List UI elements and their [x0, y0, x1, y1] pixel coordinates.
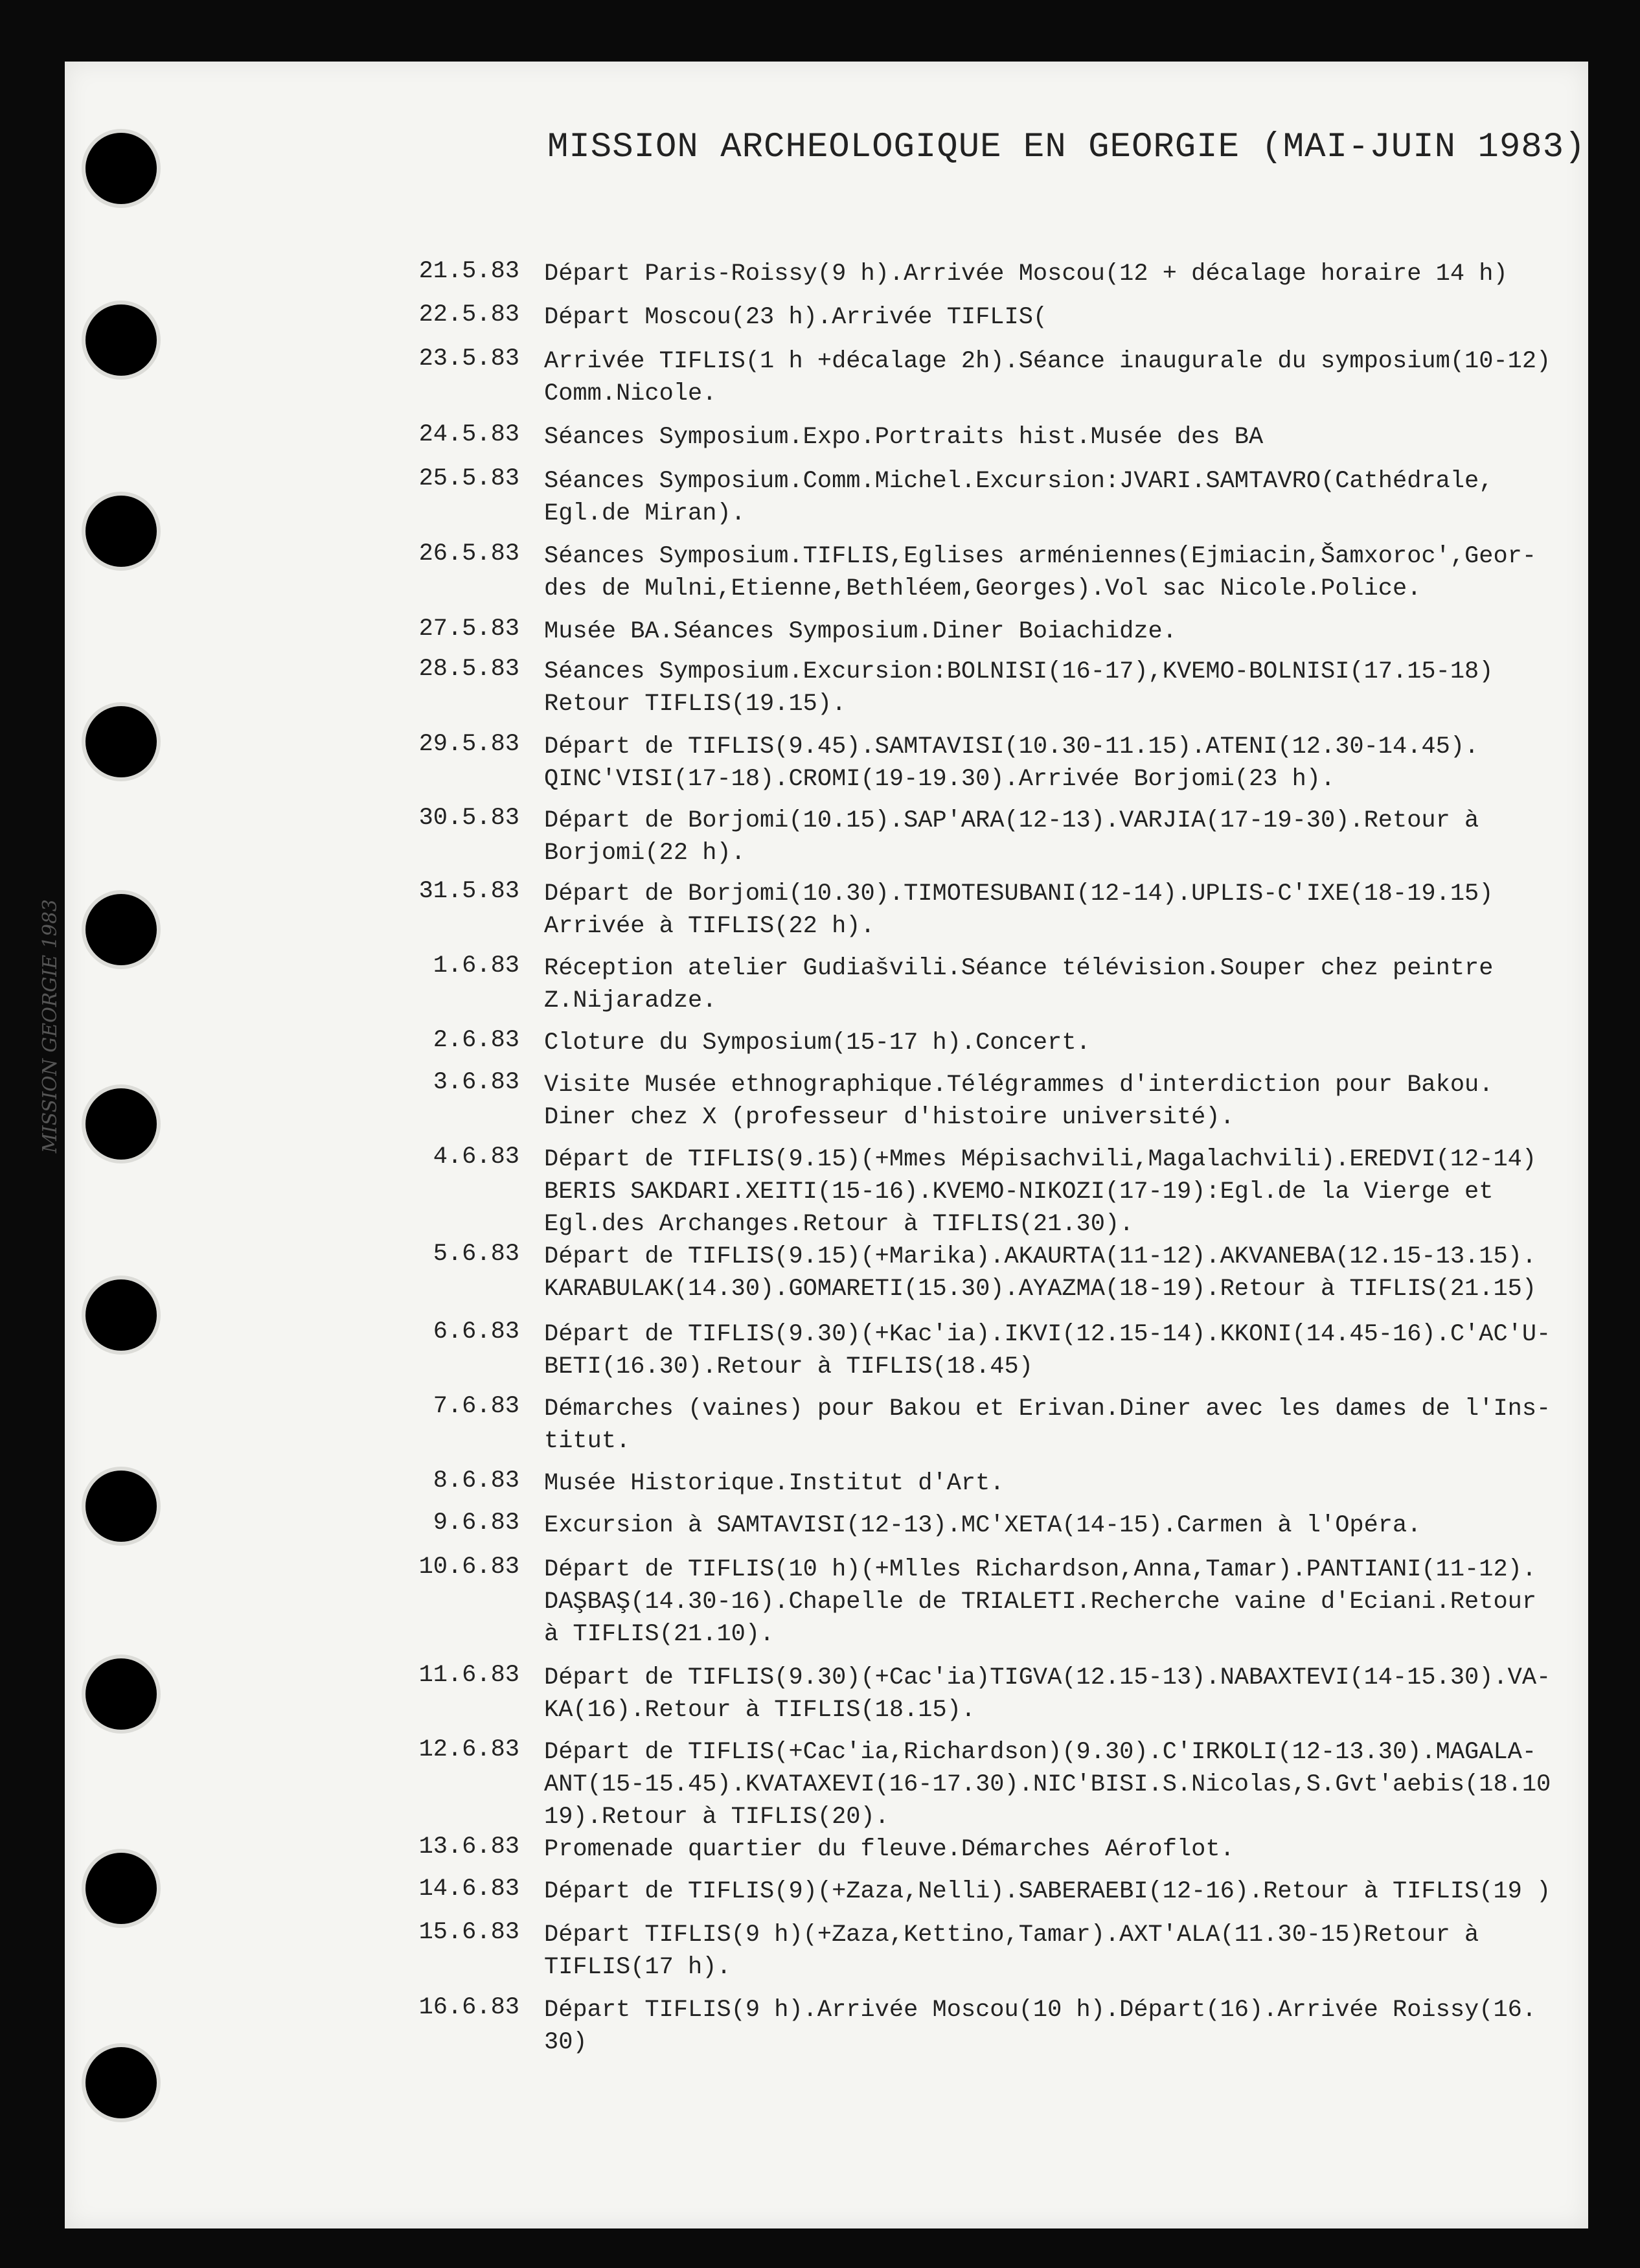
- entry-date: 10.6.83: [418, 1553, 519, 1581]
- entry-date: 14.6.83: [418, 1875, 519, 1903]
- entry-date: 25.5.83: [418, 465, 519, 492]
- entry-text: Départ TIFLIS(9 h)(+Zaza,Kettino,Tamar).AXT'ALA(11.30-15)Retour à TIFLIS(17 h).: [544, 1921, 1479, 1981]
- entry-date: 12.6.83: [418, 1736, 519, 1763]
- entry-date: 23.5.83: [418, 345, 519, 372]
- entry-date: 2.6.83: [433, 1027, 519, 1054]
- entry-date: 30.5.83: [418, 805, 519, 832]
- entry-text: Musée BA.Séances Symposium.Diner Boiachidze.: [544, 618, 1177, 645]
- entry-text: Réception atelier Gudiašvili.Séance télévision.Souper chez peintre Z.Nijaradze.: [544, 955, 1494, 1014]
- entry-text: Départ de TIFLIS(9.30)(+Cac'ia)TIGVA(12.15-13).NABAXTEVI(14-15.30).VA- KA(16).Retour à TIFLIS(18.15).: [544, 1664, 1551, 1724]
- binder-hole: [85, 2047, 157, 2118]
- entry-date: 24.5.83: [418, 421, 519, 448]
- binder-hole: [85, 1088, 157, 1160]
- margin-note: MISSION GEORGIE 1983: [39, 899, 62, 1153]
- entry-text: Démarches (vaines) pour Bakou et Erivan.Diner avec les dames de l'Ins- titut.: [544, 1395, 1551, 1455]
- entry-text: Départ de TIFLIS(10 h)(+Mlles Richardson,Anna,Tamar).PANTIANI(11-12). DAŞBAŞ(14.30-16).Chapelle de TRIALETI.Recherche vaine d'Eciani.Retour à TIFLIS(21.10).: [544, 1556, 1537, 1648]
- entry-date: 5.6.83: [433, 1241, 519, 1268]
- entry-text: Départ de TIFLIS(+Cac'ia,Richardson)(9.30).C'IRKOLI(12-13.30).MAGALA- ANT(15-15.45).KVATAXEVI(16-17.30).NIC'BISI.S.Nicolas,S.Gvt'aebis(18.10 19).Retour à TIFLIS(20).: [544, 1739, 1551, 1831]
- entry-date: 21.5.83: [418, 258, 519, 285]
- entry-date: 6.6.83: [433, 1318, 519, 1346]
- entry-text: Départ de TIFLIS(9.30)(+Kac'ia).IKVI(12.15-14).KKONI(14.45-16).C'AC'U- BETI(16.30).Retour à TIFLIS(18.45): [544, 1321, 1551, 1380]
- entry-text: Promenade quartier du fleuve.Démarches Aéroflot.: [544, 1836, 1235, 1863]
- entry-date: 31.5.83: [418, 878, 519, 905]
- entry-text: Séances Symposium.Expo.Portraits hist.Musée des BA: [544, 424, 1264, 451]
- entry-text: Cloture du Symposium(15-17 h).Concert.: [544, 1029, 1091, 1057]
- binder-hole: [85, 304, 157, 376]
- entry-date: 8.6.83: [433, 1467, 519, 1495]
- binder-hole: [85, 1471, 157, 1542]
- entry-text: Séances Symposium.Excursion:BOLNISI(16-17),KVEMO-BOLNISI(17.15-18) Retour TIFLIS(19.15).: [544, 658, 1494, 718]
- entry-text: Départ Paris-Roissy(9 h).Arrivée Moscou(12 + décalage horaire 14 h): [544, 260, 1508, 288]
- entry-text: Départ de TIFLIS(9)(+Zaza,Nelli).SABERAEBI(12-16).Retour à TIFLIS(19 ): [544, 1878, 1551, 1905]
- binder-hole: [85, 1279, 157, 1351]
- binder-hole: [85, 496, 157, 567]
- entry-text: Excursion à SAMTAVISI(12-13).MC'XETA(14-15).Carmen à l'Opéra.: [544, 1512, 1422, 1539]
- entry-text: Séances Symposium.Comm.Michel.Excursion:JVARI.SAMTAVRO(Cathédrale, Egl.de Miran).: [544, 468, 1494, 527]
- entry-text: Départ de TIFLIS(9.15)(+Marika).AKAURTA(11-12).AKVANEBA(12.15-13.15). KARABULAK(14.30).GOMARETI(15.30).AYAZMA(18-19).Retour à TIFLIS(21.15): [544, 1243, 1537, 1303]
- entry-text: Séances Symposium.TIFLIS,Eglises arméniennes(Ejmiacin,Šamxoroc',Geor- des de Mulni,Etienne,Bethléem,Georges).Vol sac Nicole.Police.: [544, 543, 1537, 602]
- entry-text: Départ de Borjomi(10.30).TIMOTESUBANI(12-14).UPLIS-C'IXE(18-19.15) Arrivée à TIFLIS(22 h).: [544, 880, 1494, 940]
- entry-date: 11.6.83: [418, 1662, 519, 1689]
- entry-text: Départ de Borjomi(10.15).SAP'ARA(12-13).VARJIA(17-19-30).Retour à Borjomi(22 h).: [544, 807, 1479, 867]
- entry-date: 4.6.83: [433, 1143, 519, 1171]
- entry-text: Musée Historique.Institut d'Art.: [544, 1470, 1005, 1497]
- entry-text: Arrivée TIFLIS(1 h +décalage 2h).Séance inaugurale du symposium(10-12) Comm.Nicole.: [544, 348, 1551, 407]
- binder-hole: [85, 1853, 157, 1924]
- binder-hole: [85, 894, 157, 965]
- entry-date: 16.6.83: [418, 1994, 519, 2021]
- binder-hole: [85, 1658, 157, 1730]
- entry-date: 29.5.83: [418, 731, 519, 758]
- entry-text: Départ de TIFLIS(9.15)(+Mmes Mépisachvili,Magalachvili).EREDVI(12-14) BERIS SAKDARI.XEITI(15-16).KVEMO-NIKOZI(17-19):Egl.de la Vierge et Egl.des Archanges.Retour à TIFLIS(21.30).: [544, 1146, 1537, 1238]
- entry-date: 13.6.83: [418, 1833, 519, 1861]
- entry-date: 22.5.83: [418, 301, 519, 328]
- entry-text: Départ TIFLIS(9 h).Arrivée Moscou(10 h).Départ(16).Arrivée Roissy(16. 30): [544, 1997, 1537, 2056]
- page-title: MISSION ARCHEOLOGIQUE EN GEORGIE (MAI-JUIN 1983): [547, 128, 1586, 167]
- entry-date: 28.5.83: [418, 656, 519, 683]
- entry-text: Départ de TIFLIS(9.45).SAMTAVISI(10.30-11.15).ATENI(12.30-14.45). QINC'VISI(17-18).CROMI(19-19.30).Arrivée Borjomi(23 h).: [544, 733, 1479, 793]
- entry-text: Visite Musée ethnographique.Télégrammes d'interdiction pour Bakou. Diner chez X (professeur d'histoire université).: [544, 1071, 1494, 1131]
- entry-text: Départ Moscou(23 h).Arrivée TIFLIS(: [544, 304, 1048, 331]
- entry-date: 9.6.83: [433, 1509, 519, 1537]
- entry-date: 3.6.83: [433, 1069, 519, 1096]
- binder-hole: [85, 133, 157, 204]
- entry-date: 7.6.83: [433, 1393, 519, 1420]
- entry-date: 1.6.83: [433, 952, 519, 979]
- entry-date: 26.5.83: [418, 540, 519, 567]
- entry-date: 27.5.83: [418, 615, 519, 643]
- entry-date: 15.6.83: [418, 1919, 519, 1946]
- binder-hole: [85, 706, 157, 777]
